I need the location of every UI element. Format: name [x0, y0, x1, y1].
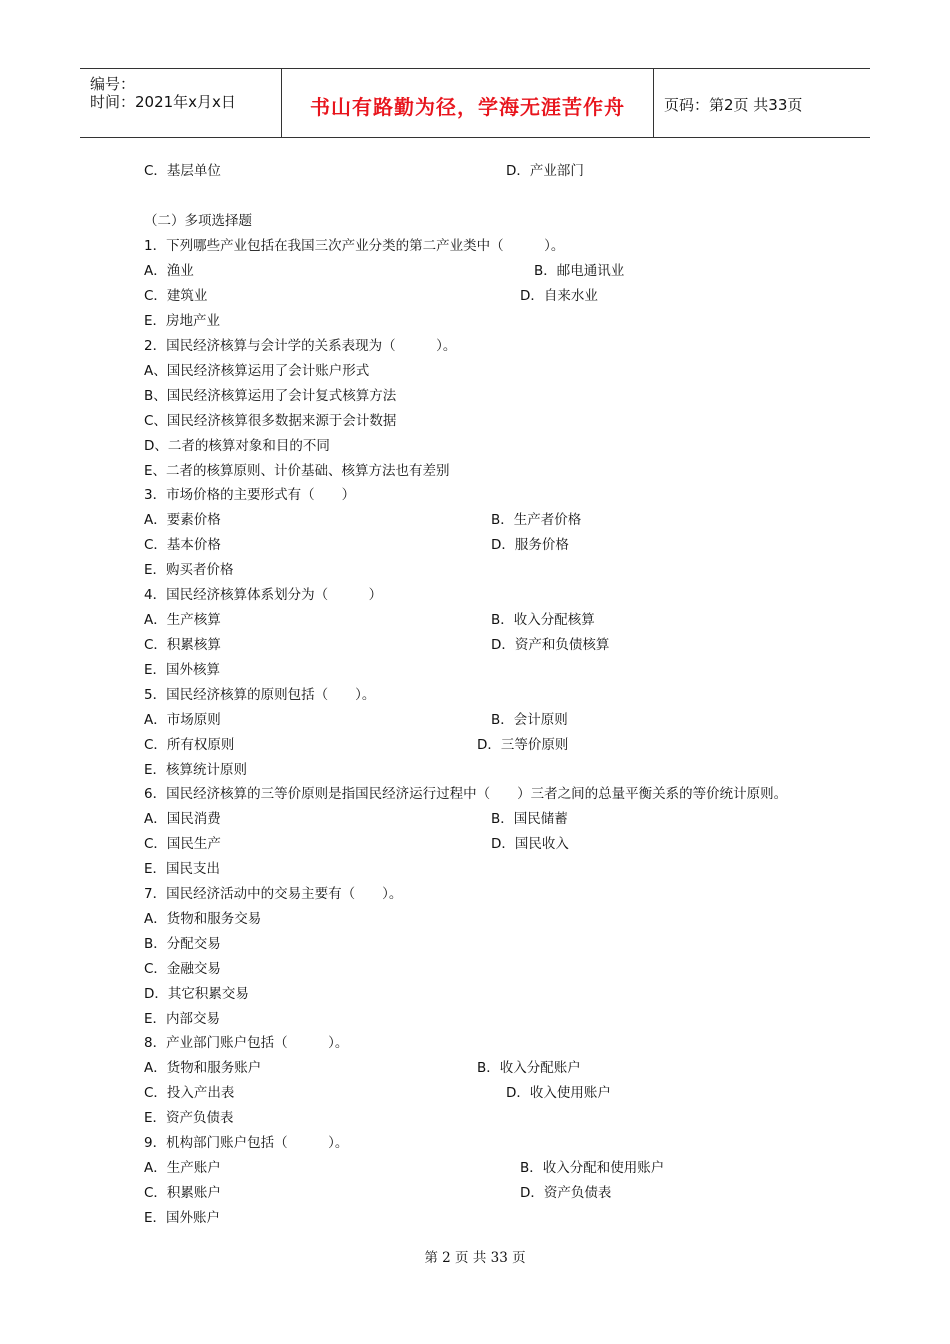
option-line: E．内部交易: [144, 1011, 221, 1027]
option-line: C．基本价格: [144, 537, 221, 553]
page-info: 页码：第2页 共33页: [664, 96, 803, 114]
option-line: C．基层单位: [144, 163, 221, 179]
option-line: A．生产账户: [144, 1160, 221, 1176]
section-heading: （二）多项选择题: [144, 213, 252, 229]
option-line: C．国民生产: [144, 836, 221, 852]
option-line: B．收入分配核算: [491, 612, 595, 628]
question-line: 2．国民经济核算与会计学的关系表现为（ ）。: [144, 338, 457, 354]
option-line: B．分配交易: [144, 936, 221, 952]
option-line: D．国民收入: [491, 836, 569, 852]
question-line: 5．国民经济核算的原则包括（ ）。: [144, 687, 376, 703]
option-line: B．收入分配账户: [477, 1060, 581, 1076]
option-line: A．货物和服务交易: [144, 911, 262, 927]
option-line: A．渔业: [144, 263, 194, 279]
option-line: D．三等价原则: [477, 737, 569, 753]
option-line: D．收入使用账户: [506, 1085, 611, 1101]
option-line: E．购买者价格: [144, 562, 234, 578]
motto: 书山有路勤为径，学海无涯苦作舟: [310, 95, 625, 119]
option-line: D、二者的核算对象和目的不同: [144, 438, 330, 454]
option-line: A．要素价格: [144, 512, 221, 528]
page-footer: 第 2 页 共 33 页: [424, 1250, 526, 1266]
question-line: 3．市场价格的主要形式有（ ）: [144, 487, 356, 503]
page-header: [80, 68, 870, 138]
option-line: E．国民支出: [144, 861, 221, 877]
option-line: A．货物和服务账户: [144, 1060, 262, 1076]
option-line: A．国民消费: [144, 811, 221, 827]
option-line: B．邮电通讯业: [534, 263, 625, 279]
header-left-cell: [80, 69, 282, 137]
option-line: C．积累核算: [144, 637, 221, 653]
option-line: B．会计原则: [491, 712, 568, 728]
option-line: D．资产负债表: [520, 1185, 612, 1201]
option-line: A、国民经济核算运用了会计账户形式: [144, 363, 370, 379]
option-line: E．房地产业: [144, 313, 221, 329]
option-line: E．国外核算: [144, 662, 221, 678]
option-line: D．服务价格: [491, 537, 569, 553]
option-line: D．自来水业: [520, 288, 598, 304]
option-line: C、国民经济核算很多数据来源于会计数据: [144, 413, 397, 429]
option-line: B．收入分配和使用账户: [520, 1160, 665, 1176]
option-line: A．市场原则: [144, 712, 221, 728]
option-line: A．生产核算: [144, 612, 221, 628]
option-line: B、国民经济核算运用了会计复式核算方法: [144, 388, 397, 404]
serial-label: 编号：: [90, 75, 136, 93]
option-line: C．所有权原则: [144, 737, 235, 753]
question-line: 1．下列哪些产业包括在我国三次产业分类的第二产业类中（ ）。: [144, 238, 565, 254]
option-line: E、二者的核算原则、计价基础、核算方法也有差别: [144, 463, 450, 479]
header-center-cell: [282, 69, 654, 137]
option-line: C．金融交易: [144, 961, 221, 977]
option-line: C．投入产出表: [144, 1085, 235, 1101]
question-line: 8．产业部门账户包括（ ）。: [144, 1035, 349, 1051]
option-line: C．建筑业: [144, 288, 208, 304]
option-line: E．核算统计原则: [144, 762, 248, 778]
option-line: C．积累账户: [144, 1185, 221, 1201]
option-line: D．产业部门: [506, 163, 584, 179]
date-label: 时间：2021年x月x日: [90, 93, 236, 111]
question-line: 9．机构部门账户包括（ ）。: [144, 1135, 349, 1151]
header-right-cell: [654, 69, 870, 137]
question-line: 4．国民经济核算体系划分为（ ）: [144, 587, 383, 603]
option-line: D．其它积累交易: [144, 986, 249, 1002]
question-line: 6．国民经济核算的三等价原则是指国民经济运行过程中（ ）三者之间的总量平衡关系的等价统计原则。: [144, 786, 788, 802]
option-line: E．资产负债表: [144, 1110, 234, 1126]
option-line: E．国外账户: [144, 1210, 221, 1226]
option-line: B．国民储蓄: [491, 811, 568, 827]
option-line: B．生产者价格: [491, 512, 582, 528]
option-line: D．资产和负债核算: [491, 637, 610, 653]
question-line: 7．国民经济活动中的交易主要有（ ）。: [144, 886, 403, 902]
